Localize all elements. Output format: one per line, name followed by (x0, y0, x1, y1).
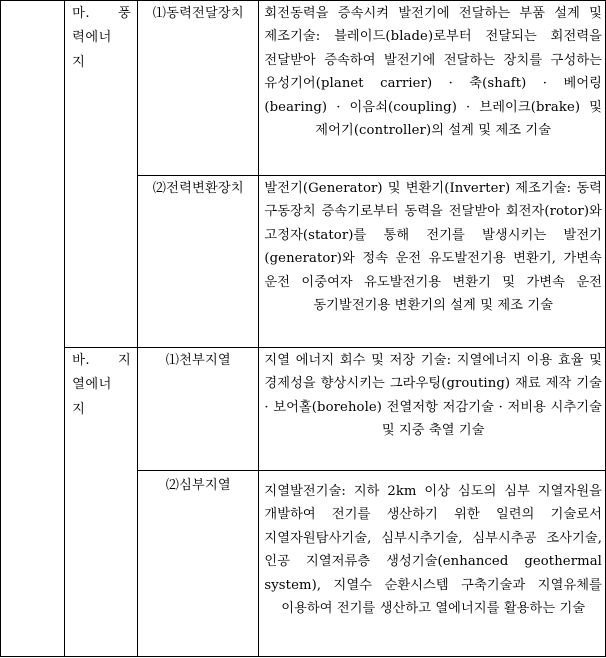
description-cell (259, 348, 606, 471)
category-label-line: 지 (72, 401, 86, 417)
description-text: 회전동력을 증속시켜 발전기에 전달하는 부품 설계 및 제조기술: 블레이드(blade)로부터 전달되는 회전력을 전달받아 증속하여 발전기에 전달하는 장치를 구성하는 유성기어(planet carrier) · 축(shaft) · 베어링(bearing) · 이음쇠(coupling) · 브레이크(brake) 및 제어기(controller)의 설계 및 제조 기술 (264, 6, 602, 139)
category-label-line: 력에너 (72, 30, 112, 46)
subcategory-cell (138, 1, 259, 176)
subcategory-label: ⑵심부지열 (165, 478, 231, 493)
subcategory-cell (138, 471, 259, 657)
left-margin-cell (1, 1, 65, 657)
description-cell (259, 176, 606, 348)
subcategory-label: ⑴천부지열 (165, 353, 231, 368)
description-cell (259, 471, 606, 657)
table-row (1, 348, 606, 471)
category-label-line: 열에너 (72, 377, 112, 393)
description-text: 발전기(Generator) 및 변환기(Inverter) 제조기술: 동력 구동장치 증속기로부터 동력을 전달받아 회전자(rotor)와 고정자(stator)를 통해 전기를 발생시키는 발전기(generator)와 정속 운전 유도발전기용 변환기, 가변속 운전 이중여자 유도발전기용 변환기 및 가변속 운전 동기발전기용 변환기의 설계 및 제조 기술 (264, 181, 602, 314)
category-label-line: 바. 지 (72, 353, 132, 368)
category-cell-geothermal (65, 348, 138, 657)
subcategory-label: ⑴동력전달장치 (152, 6, 244, 21)
category-cell-wind (65, 1, 138, 348)
category-label-line: 지 (72, 54, 86, 70)
description-text: 지열 에너지 회수 및 저장 기술: 지열에너지 이용 효율 및 경제성을 향상시키는 그라우팅(grouting) 재료 제작 기술 · 보어홀(borehole) 전열저항 저감기술 · 저비용 시추기술 및 지중 축열 기술 (264, 353, 602, 439)
subcategory-cell (138, 348, 259, 471)
subcategory-label: ⑵전력변환장치 (152, 181, 244, 196)
description-text: 지열발전기술: 지하 2km 이상 심도의 심부 지열자원을 개발하여 전기를 생산하기 위한 일련의 기술로서 지열자원탐사기술, 심부시추기술, 심부시추공 조사기술, 인공 지열저류층 생성기술(enhanced geothermal system), 지열수 순환시스템 구축기술과 지열유체를 이용하여 전기를 생산하고 열에너지를 활용하는 기술 (264, 484, 602, 617)
table-row (1, 1, 606, 176)
subcategory-cell (138, 176, 259, 348)
description-cell (259, 1, 606, 176)
category-label-line: 마. 풍 (72, 6, 132, 21)
